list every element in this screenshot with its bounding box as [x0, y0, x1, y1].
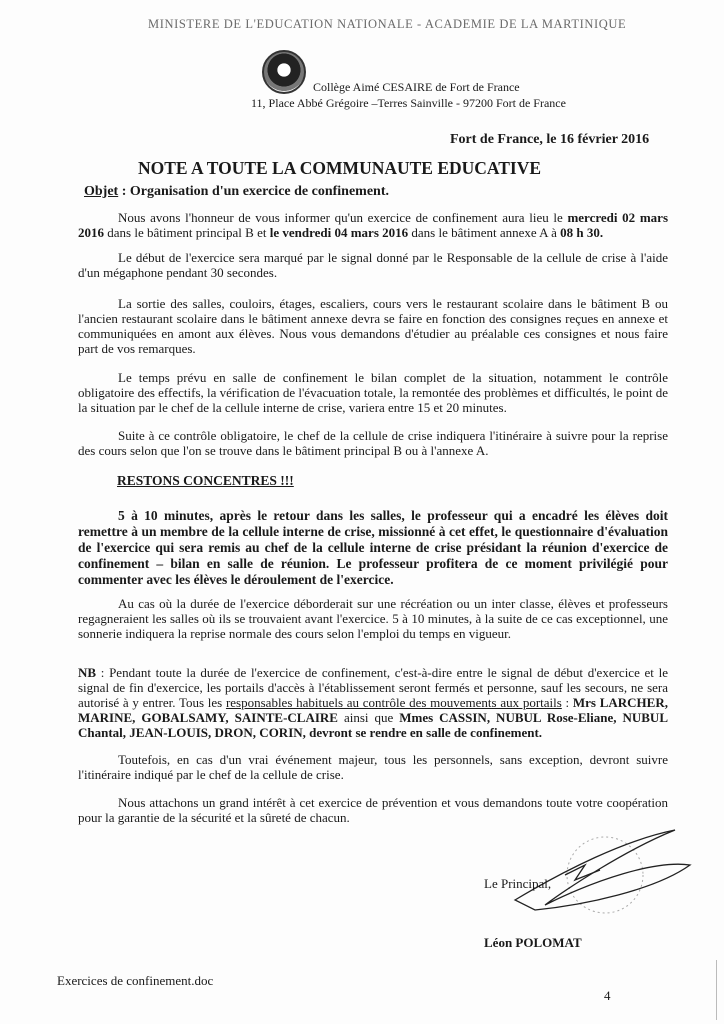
date-wednesday: mercredi 02 mars 2016	[78, 210, 668, 240]
college-address: 11, Place Abbé Grégoire –Terres Sainville - 97200 Fort de France	[251, 96, 566, 110]
college-name: Collège Aimé CESAIRE de Fort de France	[313, 80, 520, 94]
paragraph-exit	[78, 296, 668, 356]
signature-stamp-icon	[505, 820, 695, 930]
date-friday: le vendredi 04 mars 2016	[269, 225, 409, 240]
responsables-underlined: responsables habituels au contrôle des mouvements aux portails	[225, 695, 562, 710]
start-time: 08 h 30.	[560, 225, 604, 240]
ministry-header: MINISTERE DE L'EDUCATION NATIONALE - ACADEMIE DE LA MARTINIQUE	[148, 17, 627, 31]
staff-names-mmes: Mmes CASSIN, NUBUL Rose-Eliane, NUBUL Chantal, JEAN-LOUIS, DRON, CORIN, devront se rendre en salle de confinement.	[78, 710, 668, 740]
subject-separator: :	[118, 184, 130, 199]
text-run: Nous avons l'honneur de vous informer qu'un exercice de confinement aura lieu le	[118, 210, 568, 225]
college-logo-icon	[262, 50, 306, 94]
paragraph-text: Le début de l'exercice sera marqué par le signal donné par le Responsable de la cellule de crise à l'aide d'un mégaphone pendant 30 secondes.	[78, 250, 668, 280]
paragraph-intro	[78, 210, 668, 240]
text-run: dans le bâtiment annexe A à	[408, 225, 561, 240]
paragraph-resume	[78, 428, 668, 458]
signature-label: Le Principal,	[484, 876, 552, 891]
nb-label: NB	[78, 665, 97, 680]
signatory-name: Léon POLOMAT	[484, 935, 582, 950]
subject-text: Organisation d'un exercice de confinement.	[129, 184, 389, 199]
date-line: Fort de France, le 16 février 2016	[450, 132, 650, 147]
paragraph-real-event	[78, 752, 668, 782]
staff-names-mrs: Mrs LARCHER, MARINE, GOBALSAMY, SAINTE-CLAIRE	[78, 695, 668, 725]
paragraph-text: 5 à 10 minutes, après le retour dans les salles, le professeur qui a encadré les élèves doit remettre à un membre de la cellule interne de crise, missionné à cet effet, le questionnaire d'évaluation de l'exercice qui sera remis au chef de la cellule interne de crise présidant la réunion d'exercice de confinement – bilan en salle de réunion. Le professeur profitera de ce moment privilégié pour commenter avec les élèves le déroulement de l'exercice.	[78, 508, 668, 587]
paragraph-text: Le temps prévu en salle de confinement le bilan complet de la situation, notamment le contrôle obligatoire des effectifs, la vérification de l'évacuation totale, la remontée des problèmes et difficultés, le point de la situation par le chef de la cellule interne de crise, variera entre 15 et 20 minutes.	[78, 370, 668, 415]
subject-line	[84, 184, 389, 200]
page-edge-divider	[716, 960, 717, 1020]
paragraph-text: Nous attachons un grand intérêt à cet exercice de prévention et vous demandons toute votre coopération pour la garantie de la sécurité et la sûreté de chacun.	[78, 795, 668, 825]
paragraph-nb	[78, 665, 668, 740]
paragraph-text: Au cas où la durée de l'exercice déborderait sur une récréation ou un inter classe, élèves et professeurs regagneraient les salles où ils se trouvaient avant l'exercice. 5 à 10 minutes, à la suite de ce cas exceptionnel, une sonnerie indiquera la reprise normale des cours selon l'emploi du temps en vigueur.	[78, 596, 668, 641]
paragraph-questionnaire	[78, 508, 668, 588]
paragraph-text: La sortie des salles, couloirs, étages, escaliers, cours vers le restaurant scolaire dans le bâtiment B ou l'ancien restaurant scolaire dans le bâtiment annexe devra se faire en fonction des consignes reçues en annexe et communiquées en amont aux élèves. Nous vous demandons d'étudier au préalable ces consignes et nous faire part de vos remarques.	[78, 296, 668, 356]
paragraph-overflow	[78, 596, 668, 641]
text-run: :	[561, 695, 573, 710]
text-run: ainsi que	[337, 710, 400, 725]
text-run: : Pendant toute la durée de l'exercice de confinement, c'est-à-dire entre le signal de début d'exercice et le signal de fin d'exercice, les portails d'accès à l'établissement seront fermés et personne, sauf les secours, ne sera autorisé à y entrer. Tous les	[78, 665, 668, 710]
text-run: dans le bâtiment principal B et	[104, 225, 270, 240]
subject-label: Objet	[84, 184, 119, 199]
page-number: 4	[604, 988, 611, 1003]
paragraph-signal	[78, 250, 668, 280]
footer-filename: Exercices de confinement.doc	[57, 973, 214, 988]
paragraph-time	[78, 370, 668, 415]
paragraph-text: Toutefois, en cas d'un vrai événement majeur, tous les personnels, sans exception, devront suivre l'itinéraire indiqué par le chef de la cellule de crise.	[78, 752, 668, 782]
paragraph-text: Suite à ce contrôle obligatoire, le chef de la cellule de crise indiquera l'itinéraire à suivre pour la reprise des cours selon que l'on se trouve dans le bâtiment principal B ou à l'annexe A.	[78, 428, 668, 458]
page-title: NOTE A TOUTE LA COMMUNAUTE EDUCATIVE	[138, 158, 542, 178]
restons-heading: RESTONS CONCENTRES !!!	[117, 473, 294, 488]
